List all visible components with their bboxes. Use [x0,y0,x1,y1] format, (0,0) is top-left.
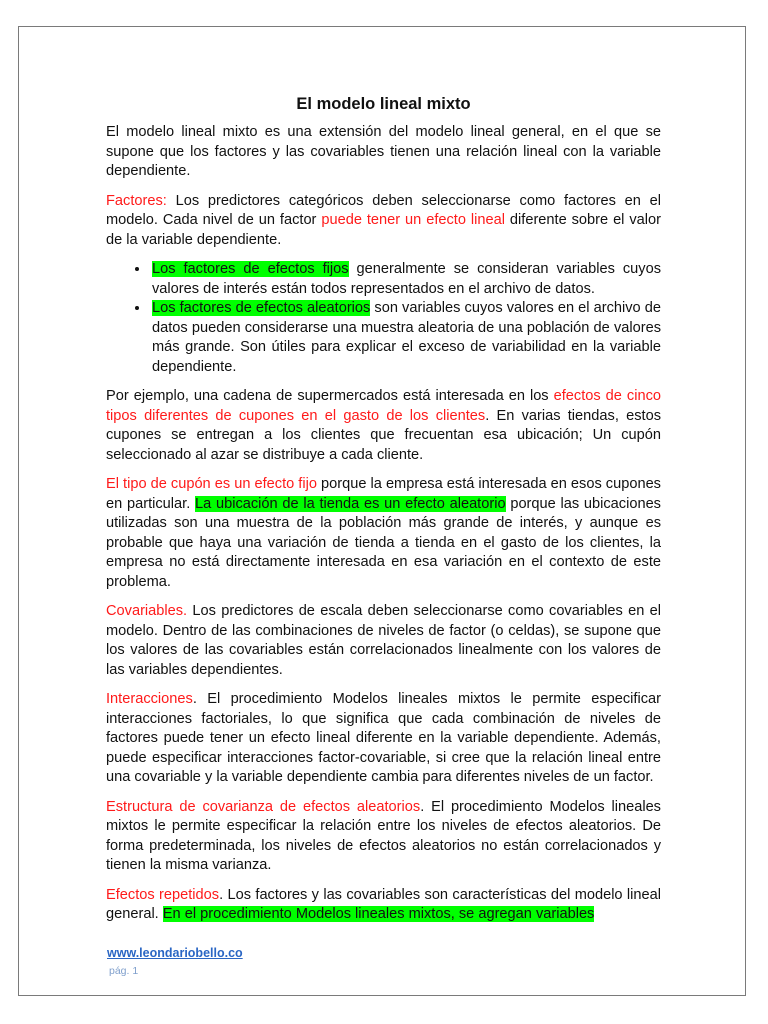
interacciones-paragraph [106,690,661,788]
ejemplo-text-1: Por ejemplo, una cadena de supermercados está interesada en los [106,388,554,404]
ejemplo-paragraph [106,387,661,465]
highlight-procedimiento: En el procedimiento Modelos lineales mixtos, se agregan variables [162,906,595,922]
bullet-text: generalmente se consideran variables cuyos valores de interés están todos representados en el archivo de datos. [152,261,661,297]
ejemplo-text-2: . En varias tiendas, estos cupones se entregan a los clientes que frecuentan esa ubicación; Un cupón seleccionado al azar se distribuye a cada cliente. [106,407,661,463]
factores-text-1: Los predictores categóricos deben seleccionarse como factores en el modelo. Cada nivel de un factor [106,192,661,228]
list-item [150,260,661,299]
factores-paragraph [106,192,661,251]
interacciones-text: . El procedimiento Modelos lineales mixtos le permite especificar interacciones factoriales, lo que significa que cada combinación de niveles de factores puede tener un efecto lineal diferente en la variable dependiente. Además, puede especificar interacciones factor-covariable, si cree que la relación lineal entre una covariable y la variable dependiente cambia para diferentes niveles de un factor. [106,691,661,785]
highlight-efectos-aleatorios: Los factores de efectos aleatorios [152,300,371,316]
bullet-text: son variables cuyos valores en el archivo de datos pueden considerarse una muestra aleatoria de una población de valores más grande. Son útiles para explicar el exceso de variabilidad en la variable dependiente. [152,300,661,375]
highlight-ubicacion-tienda: La ubicación de la tienda es un efecto aleatorio [195,495,506,512]
tipo-cupon-red-phrase: El tipo de cupón es un efecto fijo [106,476,317,492]
factores-label: Factores: [106,192,167,209]
ejemplo-red-phrase: efectos de cinco tipos diferentes de cupones en el gasto de los clientes [106,388,661,424]
repetidos-paragraph [106,886,661,925]
estructura-paragraph [106,798,661,876]
list-item [150,299,661,377]
repetidos-label: Efectos repetidos [106,886,220,903]
page-number: pág. 1 [109,965,139,977]
document-page [18,26,746,996]
highlight-efectos-fijos: Los factores de efectos fijos [152,261,349,277]
covariables-text: Los predictores de escala deben seleccionarse como covariables en el modelo. Dentro de las combinaciones de niveles de factor (o celdas), se supone que los valores de las covariables están correlacionados linealmente con los valores de las variables dependientes. [106,603,661,678]
estructura-text: . El procedimiento Modelos lineales mixtos le permite especificar la relación entre los niveles de efectos aleatorios. De forma predeterminada, los niveles de efectos aleatorios no están correlacionados y tienen la misma varianza. [106,798,661,873]
factores-red-phrase: puede tener un efecto lineal [321,212,505,228]
page-content [106,94,661,935]
page-footer [107,945,243,978]
covariables-paragraph [106,602,661,680]
estructura-label: Estructura de covarianza de efectos aleatorios [106,798,421,815]
factor-types-list [106,260,661,377]
tipo-cupon-paragraph [106,475,661,592]
interacciones-label: Interacciones [106,691,193,707]
intro-paragraph: El modelo lineal mixto es una extensión del modelo lineal general, en el que se supone que los factores y las covariables tienen una relación lineal con la variable dependiente. [106,124,661,179]
tipo-cupon-text-1: porque la empresa está interesada en esos cupones en particular. [106,476,661,512]
footer-website-link[interactable]: www.leondariobello.co [107,946,243,960]
factores-text-2: diferente sobre el valor de la variable dependiente. [106,212,661,248]
page-title: El modelo lineal mixto [296,95,471,113]
covariables-label: Covariables. [106,603,188,619]
repetidos-text: . Los factores y las covariables son características del modelo lineal general. [106,886,661,922]
tipo-cupon-text-2: porque las ubicaciones utilizadas son una muestra de la población más grande de interés, y aunque es probable que haya una variación de tienda a tienda en el gasto de los clientes, la empresa no está directamente interesada en esa variación en el contexto de este problema. [106,495,661,590]
